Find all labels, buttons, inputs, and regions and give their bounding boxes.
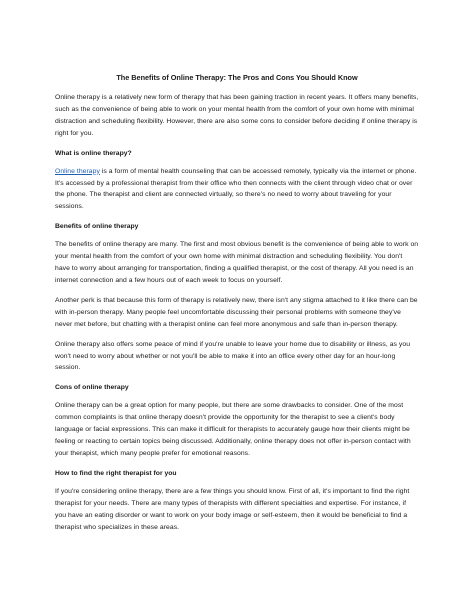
section-heading-find-therapist: How to find the right therapist for you [55, 469, 177, 477]
document-page [55, 73, 419, 541]
what-is-paragraph [55, 166, 419, 214]
benefits-paragraph-3: Online therapy also offers some peace of mind if you're unable to leave your home due to disability or illness, as you won't need to worry about whether or not you'll be able to make it into an office every other day for an hour-long session. [55, 340, 411, 372]
section-heading-benefits: Benefits of online therapy [55, 223, 139, 231]
cons-paragraph: Online therapy can be a great option for many people, but there are some drawbacks to consider. One of the most common complaints is that online therapy doesn't provide the opportunity for the therapist to see a client's body language or facial expressions. This can make it difficult for therapists to accurately gauge how their clients might be feeling or reacting to certain topics being discussed. Additionally, online therapy does not offer in-person contact with your therapist, which many people prefer for emotional reasons. [55, 402, 411, 457]
find-therapist-paragraph: If you're considering online therapy, there are a few things you should know. First of all, it's important to find the right therapist for your needs. There are many types of therapists with different specialties and expertise. For instance, if you have an eating disorder or want to work on your body image or self-esteem, then it would be beneficial to find a therapist who specializes in these areas. [55, 487, 410, 531]
intro-paragraph: Online therapy is a relatively new form of therapy that has been gaining traction in recent years. It offers many benefits, such as the convenience of being able to work on your mental health from the comfort of your own home with minimal distraction and scheduling flexibility. However, there are also some cons to consider before deciding if online therapy is right for you. [55, 94, 419, 137]
what-is-text: is a form of mental health counseling that can be accessed remotely, typically via the internet or phone. It's accessed by a professional therapist from their office who then connects with the client through video chat or over the phone. The therapist and client are connected virtually, so there's no need to worry about traveling for your sessions. [55, 167, 417, 211]
section-heading-cons: Cons of online therapy [55, 384, 129, 392]
section-heading-what-is: What is online therapy? [55, 149, 132, 157]
benefits-paragraph-2: Another perk is that because this form of therapy is relatively new, there isn't any stigma attached to it like there can be with in-person therapy. Many people feel uncomfortable discussing their personal problems with someone they've never met before, but chatting with a therapist online can feel more anonymous and safe than in-person therapy. [55, 296, 418, 328]
document-title: The Benefits of Online Therapy: The Pros and Cons You Should Know [116, 73, 358, 82]
online-therapy-link[interactable]: Online therapy [55, 167, 100, 175]
benefits-paragraph-1: The benefits of online therapy are many. The first and most obvious benefit is the convenience of being able to work on your mental health from the comfort of your own home with minimal distraction and scheduling flexibility. You don't have to worry about arranging for transportation, finding a qualified therapist, or the cost of therapy. All you need is an internet connection and a few hours out of each week to focus on yourself. [55, 241, 419, 284]
